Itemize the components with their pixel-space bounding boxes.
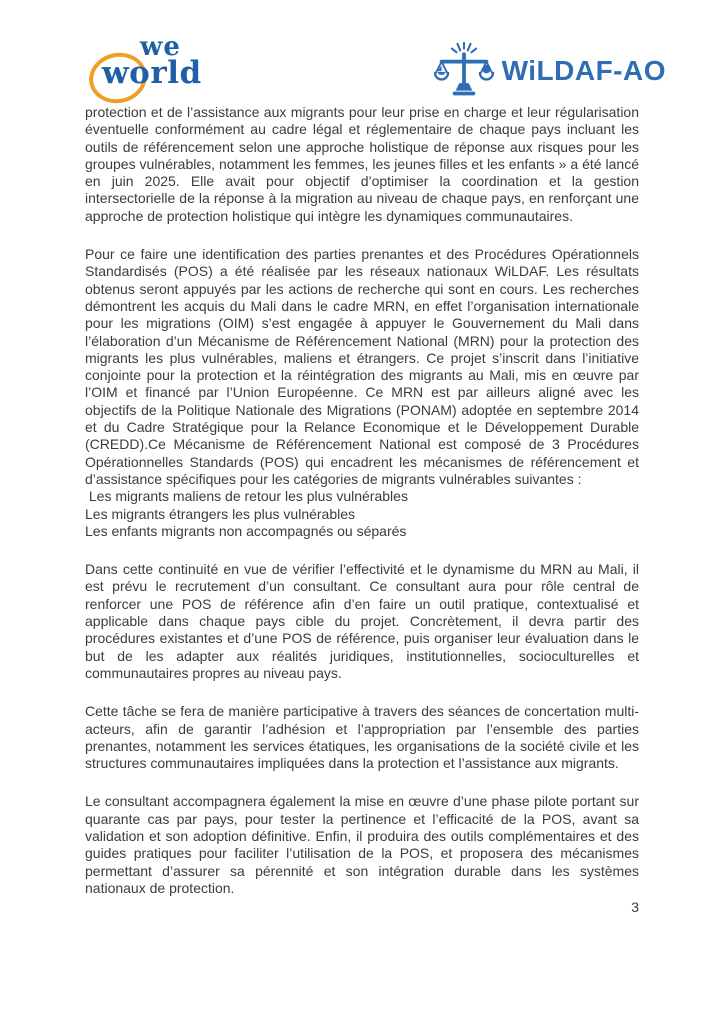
weworld-logo — [88, 32, 248, 100]
list-item: Les migrants maliens de retour les plus vulnérables — [85, 488, 408, 505]
paragraph-1: protection et de l’assistance aux migrants pour leur prise en charge et leur régularisation éventuelle conformément au cadre légal et réglementaire de chaque pays incluant les outils de référencement selon une approche holistique de réponse aux risques pour les groupes vulnérables, notamment les femmes, les jeunes filles et les enfants » a été lancé en juin 2025. Elle avait pour objectif d’optimiser la coordination et la gestion intersectorielle de la réponse à la migration au niveau de chaque pays, en renforçant une approche de protection holistique qui intègre les dynamiques communautaires. — [85, 104, 639, 224]
scales-of-justice-icon — [433, 42, 495, 100]
paragraph-4: Cette tâche se fera de manière participative à travers des séances de concertation multi-acteurs, afin de garantir l’adhésion et l’appropriation par l’ensemble des parties prenantes, notamment les services étatiques, les organisations de la société civile et les structures communautaires impliquées dans la protection et l’assistance aux migrants. — [85, 703, 639, 772]
vulnerable-categories-list — [85, 488, 639, 540]
weworld-logo-text-world: world — [102, 55, 202, 91]
page-number: 3 — [631, 899, 639, 916]
paragraph-2: Pour ce faire une identification des parties prenantes et des Procédures Opérationnels Standardisés (POS) a été réalisée par les réseaux nationaux WiLDAF. Les résultats obtenus seront appuyés par les actions de recherche qui sont en cours. Les recherches démontrent les acquis du Mali dans le cadre MRN, en effet l’organisation internationale pour les migrations (OIM) s’est engagée à appuyer le Gouvernement du Mali dans l’élaboration d’un Mécanisme de Référencement National (MRN) pour la protection des migrants les plus vulnérables, maliens et étrangers. Ce projet s’inscrit dans l’initiative conjointe pour la protection et la réintégration des migrants au Mali, mis en œuvre par l’OIM et financé par l’Union Européenne. Ce MRN est par ailleurs aligné avec les objectifs de la Politique Nationale des Migrations (PONAM) adoptée en septembre 2014 et du Cadre Stratégique pour la Relance Economique et le Développement Durable (CREDD).Ce Mécanisme de Référencement National est composé de 3 Procédures Opérationnelles Standards (POS) qui encadrent les mécanismes de référencement et d’assistance spécifiques pour les catégories de migrants vulnérables suivantes : — [85, 246, 639, 487]
wildaf-logo-text: WiLDAF-AO — [501, 55, 666, 86]
list-item: Les migrants étrangers les plus vulnérables — [85, 505, 356, 522]
paragraph-5: Le consultant accompagnera également la mise en œuvre d’une phase pilote portant sur quarante cas par pays, pour tester la pertinence et l’efficacité de la POS, avant sa validation et son adoption définitive. Enfin, il produira des outils complémentaires et des guides pratiques pour faciliter l’utilisation de la POS, et proposera des mécanismes permettant d’assurer sa pérennité et son intégration durable dans les systèmes nationaux de protection. — [85, 793, 639, 896]
document-body — [85, 104, 639, 916]
list-item: Les enfants migrants non accompagnés ou séparés — [85, 522, 407, 539]
weworld-logo-text-we: we — [140, 32, 181, 62]
paragraph-3: Dans cette continuité en vue de vérifier l’effectivité et le dynamisme du MRN au Mali, il est prévu le recrutement d’un consultant. Ce consultant aura pour rôle central de renforcer une POS de référence afin d’en faire un outil pratique, contextualisé et applicable dans chaque pays cible du projet. Concrètement, il devra partir des procédures existantes et d’une POS de référence, puis organiser leur évaluation dans le but de les adapter aux réalités juridiques, institutionnelles, socioculturelles et communautaires propres au niveau pays. — [85, 561, 639, 681]
page-header — [88, 32, 666, 100]
wildaf-logo — [433, 42, 666, 100]
